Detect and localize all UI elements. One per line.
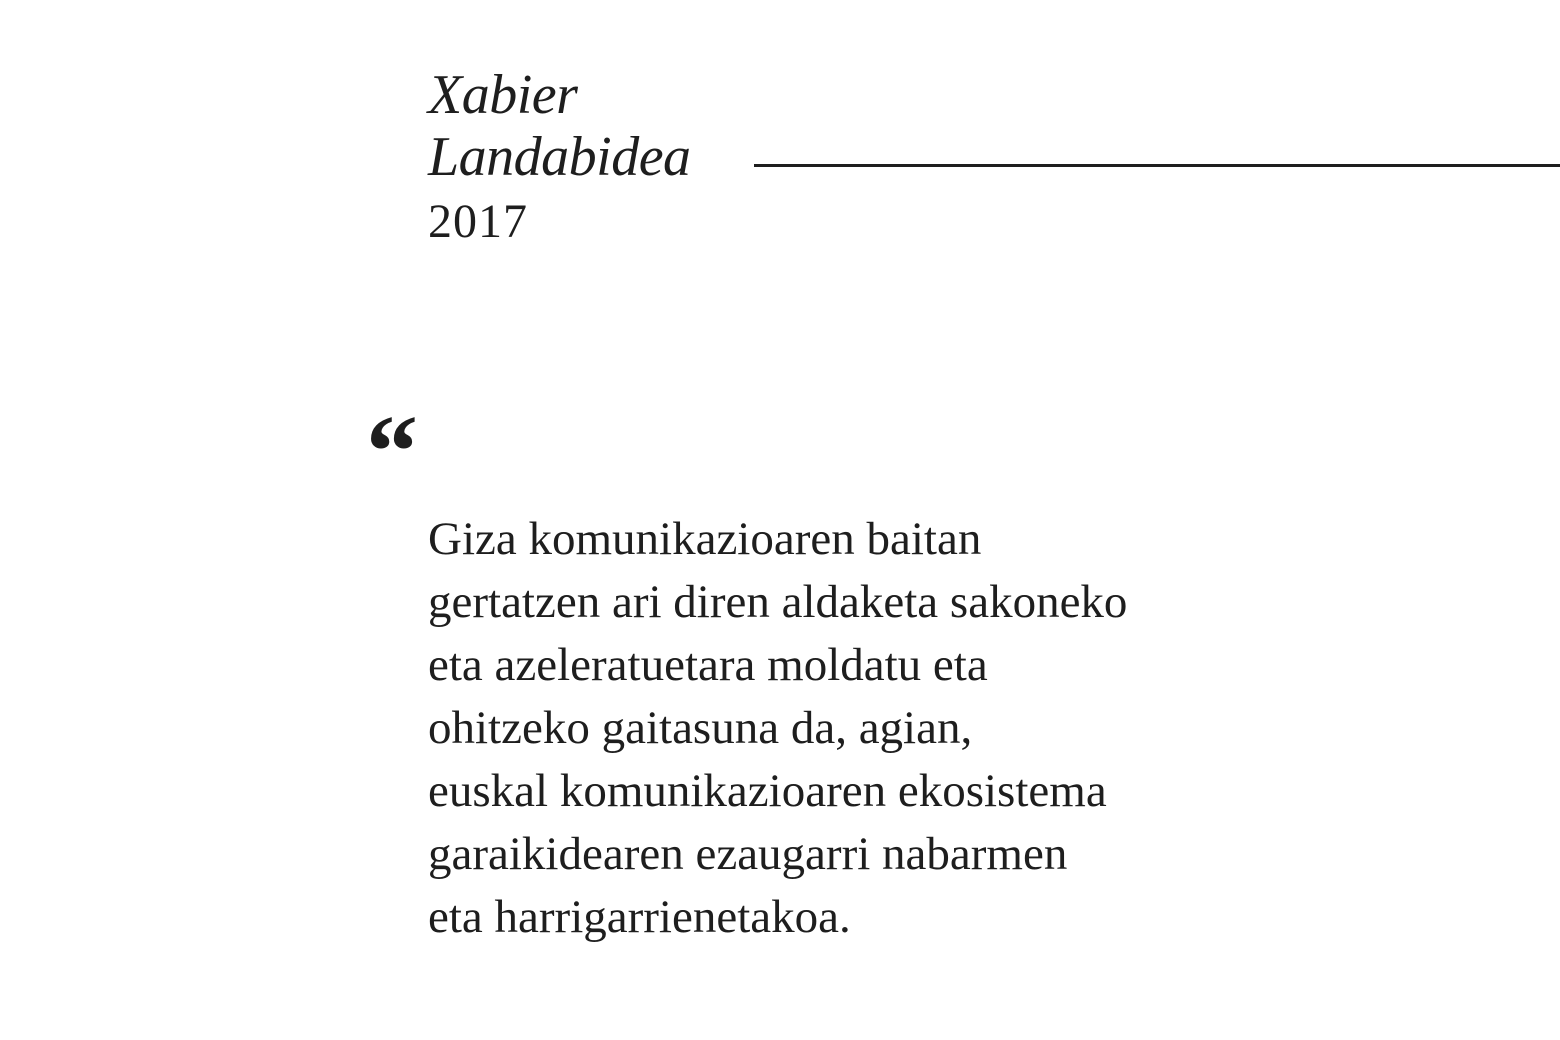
quote-line: Giza komunikazioaren baitan xyxy=(428,513,982,565)
quote-line: ohitzeko gaitasuna da, agian, xyxy=(428,702,973,754)
quote-line: euskal komunikazioaren ekosistema xyxy=(428,765,1107,817)
quote-line: eta harrigarrienetakoa. xyxy=(428,891,851,943)
quote-line: garaikidearen ezaugarri nabarmen xyxy=(428,828,1068,880)
horizontal-rule xyxy=(754,164,1560,167)
open-quote-icon: “ xyxy=(366,394,414,509)
author-last-name: Landabidea xyxy=(428,126,691,188)
author-name xyxy=(428,64,788,188)
author-first-name: Xabier xyxy=(428,64,578,126)
year: 2017 xyxy=(428,195,528,248)
author-block xyxy=(428,64,788,248)
quote-line: gertatzen ari diren aldaketa sakoneko xyxy=(428,576,1128,628)
quote-line: eta azeleratuetara moldatu eta xyxy=(428,639,988,691)
quote-text xyxy=(428,508,1308,949)
